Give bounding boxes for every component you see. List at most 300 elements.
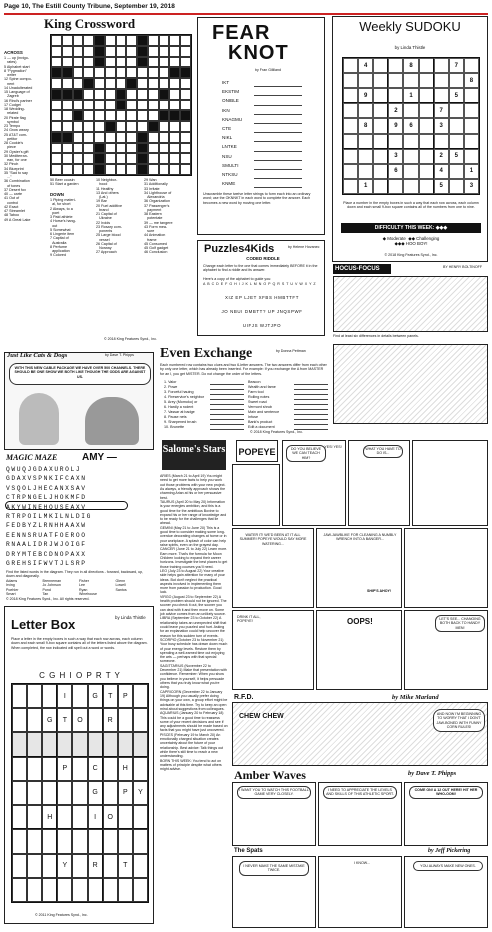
- fearknot-answer-blank[interactable]: [254, 78, 302, 87]
- crossword-cell[interactable]: [180, 57, 191, 68]
- sudoku-cell[interactable]: [343, 179, 358, 194]
- crossword-cell[interactable]: [159, 78, 170, 89]
- letterbox-cell[interactable]: [57, 781, 72, 805]
- crossword-cell[interactable]: [116, 121, 127, 132]
- crossword-cell[interactable]: [116, 46, 127, 57]
- crossword-cell[interactable]: [169, 46, 180, 57]
- letterbox-cell[interactable]: [27, 708, 42, 732]
- crossword-cell[interactable]: [180, 46, 191, 57]
- crossword-cell[interactable]: [180, 100, 191, 111]
- crossword-cell[interactable]: [62, 164, 73, 175]
- crossword-cell[interactable]: [83, 89, 94, 100]
- crossword-cell[interactable]: [159, 132, 170, 143]
- crossword-cell[interactable]: [169, 78, 180, 89]
- letterbox-cell[interactable]: [12, 805, 27, 829]
- letterbox-cell[interactable]: [42, 781, 57, 805]
- crossword-cell[interactable]: [126, 35, 137, 46]
- crossword-cell[interactable]: [105, 46, 116, 57]
- crossword-copyright: © 2018 King Features Synd., Inc.: [104, 337, 157, 341]
- sudoku-cell[interactable]: [358, 134, 373, 149]
- sudoku-cell[interactable]: [373, 88, 388, 103]
- crossword-cell[interactable]: [94, 100, 105, 111]
- crossword-cell[interactable]: [62, 57, 73, 68]
- crossword-cell[interactable]: [148, 46, 159, 57]
- crossword-cell[interactable]: [148, 89, 159, 100]
- maze-row[interactable]: QWUQJGDAXUROLJ: [6, 466, 82, 473]
- sudoku-cell[interactable]: [343, 73, 358, 88]
- crossword-cell[interactable]: [83, 164, 94, 175]
- crossword-cell[interactable]: [148, 132, 159, 143]
- fearknot-answer-blank[interactable]: [254, 115, 302, 124]
- crossword-cell[interactable]: [94, 67, 105, 78]
- maze-row[interactable]: GDAXVSPNKIFCAXN: [6, 475, 87, 483]
- letterbox-cell[interactable]: [27, 829, 42, 853]
- letterbox-cell[interactable]: [42, 878, 57, 902]
- crossword-cell[interactable]: [116, 78, 127, 89]
- crossword-cell[interactable]: [62, 143, 73, 154]
- crossword-cell[interactable]: [94, 78, 105, 89]
- crossword-cell[interactable]: [148, 143, 159, 154]
- crossword-cell[interactable]: [169, 89, 180, 100]
- sudoku-cell[interactable]: [434, 88, 449, 103]
- crossword-cell[interactable]: [116, 35, 127, 46]
- sudoku-cell[interactable]: [388, 179, 403, 194]
- letterbox-cell[interactable]: [133, 805, 148, 829]
- fearknot-answer-blank[interactable]: [254, 87, 302, 96]
- crossword-cell[interactable]: [62, 121, 73, 132]
- crossword-cell[interactable]: [169, 100, 180, 111]
- sudoku-cell[interactable]: [419, 58, 434, 73]
- letterbox-cell[interactable]: [42, 732, 57, 756]
- sudoku-cell[interactable]: [388, 88, 403, 103]
- crossword-cell[interactable]: [169, 143, 180, 154]
- letterbox-cell[interactable]: [133, 829, 148, 853]
- crossword-cell[interactable]: [51, 35, 62, 46]
- fearknot-answer-blank[interactable]: [254, 96, 302, 105]
- sudoku-cell[interactable]: [464, 103, 479, 118]
- crossword-cell[interactable]: [105, 89, 116, 100]
- crossword-cell[interactable]: [180, 89, 191, 100]
- crossword-cell[interactable]: [148, 78, 159, 89]
- crossword-cell[interactable]: [94, 132, 105, 143]
- crossword-cell[interactable]: [169, 35, 180, 46]
- sudoku-cell[interactable]: [388, 73, 403, 88]
- sudoku-cell[interactable]: [464, 149, 479, 164]
- fearknot-answer-blank[interactable]: [254, 170, 302, 179]
- crossword-cell[interactable]: [83, 57, 94, 68]
- crossword-cell[interactable]: [105, 78, 116, 89]
- crossword-cell[interactable]: [116, 110, 127, 121]
- sudoku-cell[interactable]: [373, 149, 388, 164]
- crossword-cell[interactable]: [73, 132, 84, 143]
- letterbox-cell[interactable]: [72, 781, 87, 805]
- crossword-cell[interactable]: [105, 164, 116, 175]
- letterbox-cell[interactable]: [72, 805, 87, 829]
- crossword-cell[interactable]: [137, 89, 148, 100]
- crossword-cell[interactable]: [51, 46, 62, 57]
- crossword-cell[interactable]: [180, 35, 191, 46]
- sudoku-cell[interactable]: [358, 164, 373, 179]
- sudoku-cell[interactable]: [434, 73, 449, 88]
- crossword-cell[interactable]: [73, 100, 84, 111]
- crossword-cell[interactable]: [51, 121, 62, 132]
- sudoku-cell[interactable]: [419, 73, 434, 88]
- crossword-cell[interactable]: [169, 57, 180, 68]
- maze-row[interactable]: EENNSRUATFOEROO: [6, 531, 87, 539]
- sudoku-grid[interactable]: [342, 57, 480, 195]
- crossword-cell[interactable]: [180, 78, 191, 89]
- ee-answer-blank[interactable]: [210, 425, 244, 430]
- crossword-cell[interactable]: [126, 143, 137, 154]
- letterbox-cell[interactable]: [12, 854, 27, 878]
- letterbox-cell[interactable]: [72, 878, 87, 902]
- maze-letter-grid[interactable]: [6, 465, 154, 568]
- crossword-cell[interactable]: [126, 89, 137, 100]
- letterbox-cell[interactable]: [12, 829, 27, 853]
- sudoku-cell[interactable]: [449, 179, 464, 194]
- maze-row[interactable]: AKYWINEHOUSEAXV: [6, 503, 87, 511]
- sudoku-cell[interactable]: [358, 149, 373, 164]
- sudoku-cell[interactable]: [403, 149, 418, 164]
- crossword-grid[interactable]: [50, 34, 192, 176]
- fearknot-answer-blank[interactable]: [254, 106, 302, 115]
- sudoku-cell[interactable]: [373, 134, 388, 149]
- sudoku-cell[interactable]: [419, 88, 434, 103]
- sudoku-cell[interactable]: [373, 118, 388, 133]
- maze-row[interactable]: DRYMTEBCDNOPAXX: [6, 550, 87, 558]
- crossword-cell[interactable]: [159, 153, 170, 164]
- crossword-cell[interactable]: [94, 121, 105, 132]
- letterbox-cell[interactable]: [72, 757, 87, 781]
- sudoku-cell[interactable]: [419, 118, 434, 133]
- letterbox-cell[interactable]: [57, 732, 72, 756]
- letterbox-cell[interactable]: [27, 732, 42, 756]
- sudoku-cell[interactable]: [343, 88, 358, 103]
- crossword-cell[interactable]: [180, 121, 191, 132]
- crossword-cell[interactable]: [148, 100, 159, 111]
- fearknot-answer-blank[interactable]: [254, 133, 302, 142]
- sudoku-cell[interactable]: [388, 134, 403, 149]
- crossword-cell[interactable]: [73, 67, 84, 78]
- letterbox-cell[interactable]: [133, 878, 148, 902]
- crossword-cell[interactable]: [126, 164, 137, 175]
- crossword-cell[interactable]: [51, 110, 62, 121]
- sudoku-cell[interactable]: [343, 149, 358, 164]
- letterbox-cell[interactable]: [12, 684, 27, 708]
- crossword-cell[interactable]: [116, 132, 127, 143]
- popeye-bubble-6: SHIP'S AHOY!: [367, 589, 392, 593]
- p4k-code-line-2: JO NBUI DMBTT? UP JNQSPWF: [221, 309, 303, 314]
- maze-row[interactable]: RTRPOILMKILNLDIG: [6, 513, 93, 521]
- crossword-cell[interactable]: [169, 164, 180, 175]
- crossword-cell[interactable]: [137, 110, 148, 121]
- crossword-cell[interactable]: [51, 143, 62, 154]
- crossword-cell[interactable]: [73, 121, 84, 132]
- crossword-cell[interactable]: [180, 143, 191, 154]
- letterbox-cell[interactable]: [103, 878, 118, 902]
- fearknot-scramble: NIKL: [222, 135, 233, 141]
- sudoku-cell[interactable]: [343, 164, 358, 179]
- sudoku-cell[interactable]: [358, 73, 373, 88]
- letterbox-cell[interactable]: [133, 854, 148, 878]
- crossword-cell[interactable]: [148, 35, 159, 46]
- letterbox-cell[interactable]: [12, 708, 27, 732]
- crossword-cell[interactable]: [73, 78, 84, 89]
- crossword-cell[interactable]: [105, 57, 116, 68]
- crossword-cell[interactable]: [83, 100, 94, 111]
- sudoku-cell[interactable]: [464, 58, 479, 73]
- crossword-cell[interactable]: [83, 143, 94, 154]
- letterbox-cell[interactable]: [103, 829, 118, 853]
- letterbox-cell[interactable]: [118, 732, 133, 756]
- crossword-cell[interactable]: [62, 153, 73, 164]
- letterbox-cell[interactable]: [27, 757, 42, 781]
- sudoku-cell[interactable]: [419, 149, 434, 164]
- crossword-cell[interactable]: [126, 67, 137, 78]
- crossword-cell[interactable]: [73, 46, 84, 57]
- sudoku-cell[interactable]: [419, 179, 434, 194]
- sudoku-instructions: Place a number in the empty boxes in such a way that each row across, each column down and each small 9-box square contains all of the numbers from one to nine.: [343, 201, 479, 210]
- letterbox-cell[interactable]: [88, 732, 103, 756]
- crossword-cell[interactable]: [126, 57, 137, 68]
- crossword-cell[interactable]: [180, 164, 191, 175]
- crossword-cell[interactable]: [73, 57, 84, 68]
- crossword-cell[interactable]: [116, 57, 127, 68]
- sudoku-cell[interactable]: [419, 103, 434, 118]
- letterbox-cell[interactable]: [42, 854, 57, 878]
- maze-row[interactable]: CTRPNGELJHOKMFD: [6, 494, 87, 502]
- crossword-cell[interactable]: [73, 153, 84, 164]
- crossword-cell[interactable]: [94, 89, 105, 100]
- sudoku-cell[interactable]: [373, 58, 388, 73]
- crossword-cell[interactable]: [159, 121, 170, 132]
- sudoku-cell[interactable]: [434, 134, 449, 149]
- letterbox-cell[interactable]: [72, 829, 87, 853]
- crossword-cell[interactable]: [159, 35, 170, 46]
- crossword-cell[interactable]: [126, 46, 137, 57]
- crossword-cell[interactable]: [159, 100, 170, 111]
- crossword-cell[interactable]: [51, 153, 62, 164]
- crossword-cell[interactable]: [62, 46, 73, 57]
- crossword-cell[interactable]: [83, 35, 94, 46]
- maze-row[interactable]: VSQOLJHECANXSAV: [6, 484, 87, 492]
- down-heading: DOWN: [50, 192, 64, 197]
- maze-row[interactable]: GREHSIFWVTJLSRP: [6, 560, 87, 568]
- salome-horoscopes: ARIES (March 21 to April 19) You might need to get more facts to help you work out those problems with your new project. As always, a friendly approach shows the charming Arian at his or her persuasive best. TAURUS (April 20 to May 20) Information is your energies ambition, and this is a good time for the ambitious Bovine to expand his or her range of knowledge and to be ready for the challenges that lie ahead. GEMINI (May 21 to June 20) This is a good time to consider making some long-overdue decorating changes at home or in your workplace. A splash of color can help raise spirits, even on the grayest day. CANCER (June 21 to July 22) Learn more. Earn more. That's the formula for Moon Children looking to expand their career horizons. Investigate the best places to get those training courses you'll need. LEO (July 23 to August 22) Your creative side helps gain attention for many of your ideas. But don't neglect the practical aspects involved in implementing them more from passion to production. Good luck. VIRGO (August 23 to September 22) A health problem should not be ignored. The sooner you check it out, the sooner you can deal with it and then move on. Some job advice comes from an unlikely source. LIBRA (September 23 to October 22) A relationship takes an unexpected shift that could leave you puzzled and hurt. Asking for an explanation could help uncover the reason for this sudden turn of events. SCORPIO (October 23 to November 21) Your busy schedule has drawn down much of your energy levels. Restore them by spending a well-earned time out enjoying the arts — perhaps with that special someone. SAGITTARIUS (November 22 to December 21) Make that presentation with confidence. Remember: When you show you believe in yourself, it helps persuade others that you truly know what you're doing. CAPRICORN (December 22 to January 19) Although you usually prefer doing things on your own, a group effort might be advisable at this time. Try to keep an open mind about suggestions from colleagues. AQUARIUS (January 20 to February 18) This could be a good time to reassess some of your recent decisions and see if any adjustments should be made based on facts that you might have just uncovered. PISCES (February 19 to March 20) An emotionally charged situation creates uncertainty about the future of your relationship. Best advice: Talk things out while there's still time to reach a new understanding. BORN THIS WEEK: You tend to act on matters of principle despite what others might advise.: [160, 474, 228, 772]
- letterbox-cell[interactable]: [27, 805, 42, 829]
- sudoku-cell[interactable]: [343, 103, 358, 118]
- sudoku-cell[interactable]: [449, 73, 464, 88]
- letterbox-cell[interactable]: [72, 684, 87, 708]
- crossword-cell[interactable]: [137, 121, 148, 132]
- letterbox-cell[interactable]: [118, 829, 133, 853]
- letterbox-cell[interactable]: [27, 878, 42, 902]
- crossword-cell[interactable]: [51, 100, 62, 111]
- popeye-bubble-2: YES! YES!: [324, 445, 342, 449]
- fearknot-answer-blank[interactable]: [254, 124, 302, 133]
- crossword-cell[interactable]: [126, 100, 137, 111]
- sudoku-cell[interactable]: [373, 73, 388, 88]
- crossword-cell[interactable]: [116, 143, 127, 154]
- crossword-cell[interactable]: [180, 153, 191, 164]
- letterbox-cell[interactable]: [133, 684, 148, 708]
- sudoku-cell[interactable]: [343, 118, 358, 133]
- maze-row[interactable]: RNAALIDRJWJOIGF: [6, 541, 87, 549]
- crossword-cell[interactable]: [137, 100, 148, 111]
- letterbox-cell[interactable]: [72, 854, 87, 878]
- puzzles4kids-section: [197, 240, 325, 336]
- letterbox-cell[interactable]: [12, 757, 27, 781]
- crossword-cell[interactable]: [62, 35, 73, 46]
- ee-clue: Bank's product: [248, 420, 273, 424]
- letterbox-cell[interactable]: [57, 829, 72, 853]
- sudoku-cell[interactable]: [464, 88, 479, 103]
- crossword-cell: [105, 121, 116, 132]
- sudoku-cell[interactable]: [464, 118, 479, 133]
- letterbox-cell[interactable]: [27, 781, 42, 805]
- sudoku-cell[interactable]: [343, 58, 358, 73]
- crossword-cell[interactable]: [180, 132, 191, 143]
- letterbox-cell[interactable]: [88, 878, 103, 902]
- sudoku-cell[interactable]: [403, 73, 418, 88]
- crossword-cell[interactable]: [169, 132, 180, 143]
- letterbox-cell[interactable]: [133, 732, 148, 756]
- sudoku-cell[interactable]: [449, 164, 464, 179]
- crossword-cell[interactable]: [126, 132, 137, 143]
- letterbox-cell[interactable]: [133, 708, 148, 732]
- crossword-cell[interactable]: [148, 110, 159, 121]
- letterbox-cell[interactable]: [103, 854, 118, 878]
- letterbox-cell[interactable]: [57, 805, 72, 829]
- crossword-cell[interactable]: [126, 121, 137, 132]
- crossword-cell[interactable]: [73, 164, 84, 175]
- fearknot-answer-blank[interactable]: [254, 152, 302, 161]
- crossword-cell[interactable]: [116, 153, 127, 164]
- crossword-cell[interactable]: [169, 121, 180, 132]
- letterbox-cell[interactable]: [118, 708, 133, 732]
- sudoku-cell[interactable]: [403, 179, 418, 194]
- sudoku-cell[interactable]: [434, 58, 449, 73]
- letterbox-cell[interactable]: [118, 805, 133, 829]
- maze-word: Brenneman: [42, 579, 62, 583]
- crossword-cell[interactable]: [51, 57, 62, 68]
- letterbox-cell[interactable]: [103, 781, 118, 805]
- letterbox-cell[interactable]: [103, 757, 118, 781]
- crossword-cell[interactable]: [83, 121, 94, 132]
- p4k-subtitle: CODED RIDDLE: [246, 256, 280, 261]
- crossword-cell[interactable]: [51, 164, 62, 175]
- fearknot-answer-blank[interactable]: [254, 179, 302, 188]
- letterbox-cell[interactable]: [27, 684, 42, 708]
- crossword-cell[interactable]: [116, 67, 127, 78]
- crossword-cell[interactable]: [159, 46, 170, 57]
- crossword-cell[interactable]: [73, 143, 84, 154]
- sudoku-cell[interactable]: [403, 103, 418, 118]
- crossword-cell[interactable]: [126, 110, 137, 121]
- letterbox-cell[interactable]: [88, 829, 103, 853]
- crossword-cell[interactable]: [148, 67, 159, 78]
- crossword-cell[interactable]: [62, 100, 73, 111]
- sudoku-cell[interactable]: [449, 103, 464, 118]
- sudoku-cell[interactable]: [373, 179, 388, 194]
- crossword-cell[interactable]: [62, 110, 73, 121]
- crossword-cell[interactable]: [62, 78, 73, 89]
- sudoku-cell[interactable]: [343, 134, 358, 149]
- sudoku-cell[interactable]: [449, 134, 464, 149]
- popeye-panel-9: [316, 610, 402, 690]
- crossword-cell[interactable]: [105, 110, 116, 121]
- crossword-cell[interactable]: [148, 153, 159, 164]
- sudoku-cell[interactable]: [403, 134, 418, 149]
- crossword-cell[interactable]: [105, 35, 116, 46]
- across-heading: ACROSS: [4, 50, 23, 55]
- crossword-cell[interactable]: [137, 78, 148, 89]
- crossword-cell[interactable]: [73, 35, 84, 46]
- crossword-cell[interactable]: [137, 67, 148, 78]
- crossword-cell[interactable]: [51, 78, 62, 89]
- crossword-cell[interactable]: [83, 153, 94, 164]
- letterbox-cell[interactable]: [88, 708, 103, 732]
- crossword-cell[interactable]: [159, 57, 170, 68]
- crossword-cell[interactable]: [148, 57, 159, 68]
- crossword-cell[interactable]: [148, 164, 159, 175]
- crossword-cell[interactable]: [159, 143, 170, 154]
- sudoku-cell[interactable]: [373, 164, 388, 179]
- letterbox-grid[interactable]: [11, 683, 149, 903]
- crossword-cell[interactable]: [169, 153, 180, 164]
- letterbox-cell[interactable]: [12, 878, 27, 902]
- crossword-cell[interactable]: [105, 67, 116, 78]
- letterbox-cell[interactable]: [57, 878, 72, 902]
- letterbox-cell[interactable]: [42, 757, 57, 781]
- sudoku-cell[interactable]: [358, 103, 373, 118]
- crossword-cell[interactable]: [83, 46, 94, 57]
- crossword-cell[interactable]: [105, 153, 116, 164]
- letterbox-cell[interactable]: [12, 732, 27, 756]
- crossword-cell[interactable]: [94, 110, 105, 121]
- letterbox-cell[interactable]: [42, 829, 57, 853]
- maze-row[interactable]: FEDBYZLRNHHAAXW: [6, 522, 87, 530]
- sudoku-cell[interactable]: [373, 103, 388, 118]
- crossword-cell[interactable]: [105, 143, 116, 154]
- crossword-cell[interactable]: [83, 132, 94, 143]
- sudoku-cell[interactable]: [388, 58, 403, 73]
- fearknot-answer-blank[interactable]: [254, 161, 302, 170]
- sudoku-cell[interactable]: [419, 164, 434, 179]
- sudoku-cell[interactable]: [449, 118, 464, 133]
- letterbox-cell[interactable]: [42, 684, 57, 708]
- letterbox-cell[interactable]: [72, 732, 87, 756]
- crossword-cell: [137, 46, 148, 57]
- crossword-cell[interactable]: [105, 132, 116, 143]
- letterbox-cell[interactable]: [103, 732, 118, 756]
- crossword-cell[interactable]: [83, 67, 94, 78]
- sudoku-cell[interactable]: [403, 164, 418, 179]
- letterbox-cell[interactable]: [133, 757, 148, 781]
- letterbox-cell[interactable]: [12, 781, 27, 805]
- letterbox-cell[interactable]: [27, 854, 42, 878]
- crossword-cell[interactable]: [105, 100, 116, 111]
- fearknot-answer-blank[interactable]: [254, 142, 302, 151]
- sudoku-cell[interactable]: [464, 134, 479, 149]
- letterbox-cell[interactable]: [118, 878, 133, 902]
- crossword-cell[interactable]: [83, 110, 94, 121]
- crossword-cell[interactable]: [159, 67, 170, 78]
- crossword-cell[interactable]: [126, 153, 137, 164]
- crossword-cell[interactable]: [116, 164, 127, 175]
- sudoku-cell[interactable]: [419, 134, 434, 149]
- crossword-cell[interactable]: [159, 164, 170, 175]
